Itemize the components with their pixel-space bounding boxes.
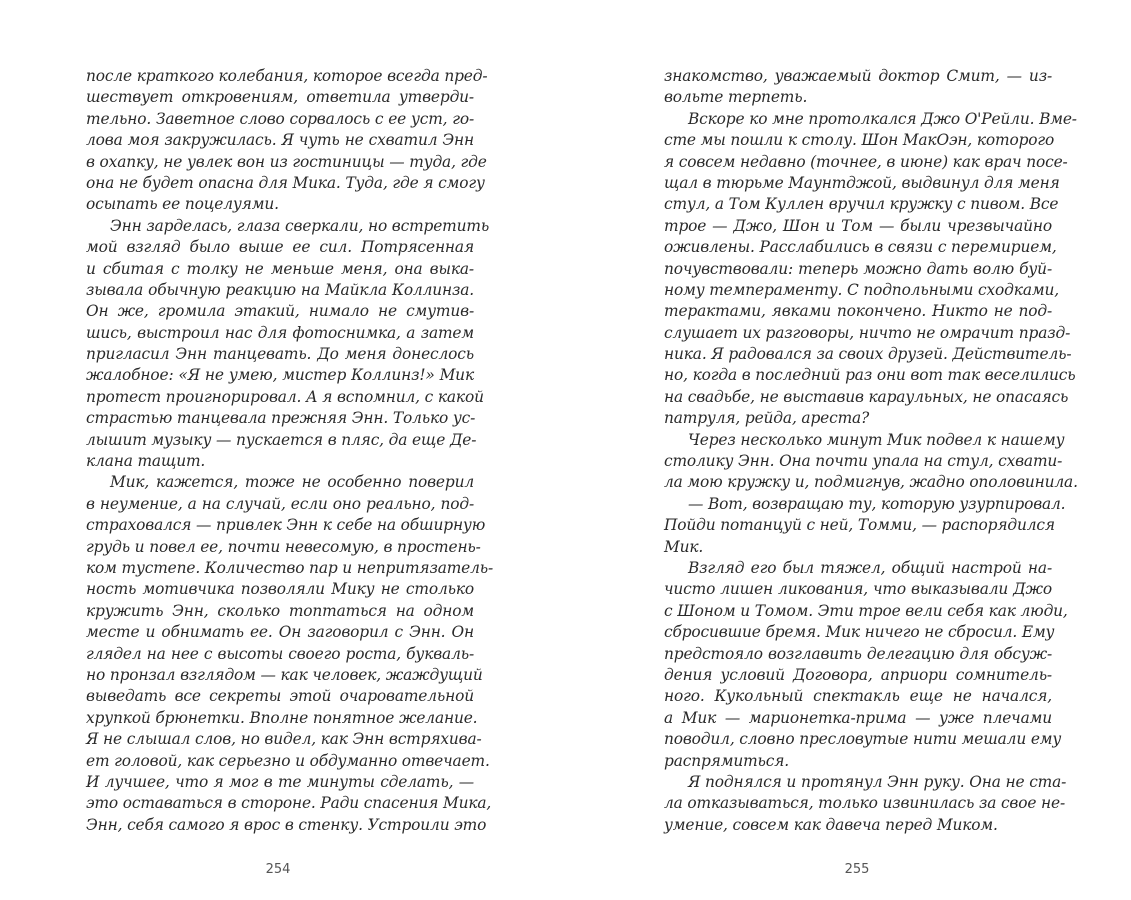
text-line: ла мою кружку и, подмигнув, жадно ополовинила.: [664, 473, 1078, 492]
text-line: Вскоре ко мне протолкался Джо О'Рейли. Вме-: [688, 109, 1077, 128]
text-line: — Вот, возвращаю ту, которую узурпировал.: [688, 494, 1066, 513]
text-line: тельно. Заветное слово сорвалось с ее уст, го-: [86, 109, 474, 128]
text-line: кружить Энн, сколько топтаться на одном: [86, 601, 474, 620]
text-line: почувствовали: теперь можно дать волю буй-: [664, 259, 1052, 278]
text-line: Он же, громила этакий, нимало не смутив-: [86, 302, 474, 321]
text-line: клана тащит.: [86, 452, 206, 471]
text-line: зывала обычную реакцию на Майкла Коллинза.: [86, 280, 474, 299]
text-line: шествует откровениям, ответила утверди-: [86, 88, 474, 107]
text-line: ного. Кукольный спектакль еще не начался,: [664, 687, 1052, 706]
text-line: лова моя закружилась. Я чуть не схватил Энн: [86, 131, 474, 150]
text-line: Я не слышал слов, но видел, как Энн встряхива-: [86, 730, 482, 749]
text-line: протест проигнорировал. А я вспомнил, с какой: [86, 387, 484, 406]
text-line: дения условий Договора, априори сомнитель-: [664, 665, 1052, 684]
text-line: столику Энн. Она почти упала на стул, схвати-: [664, 452, 1063, 471]
text-line: ла отказываться, только извинилась за свое не-: [664, 794, 1066, 813]
text-line: хрупкой брюнетки. Вполне понятное желание.: [86, 708, 478, 727]
text-line: осыпать ее поцелуями.: [86, 195, 279, 214]
text-line: выведать все секреты этой очаровательной: [86, 687, 474, 706]
text-line: в охапку, не увлек вон из гостиницы — туда, где: [86, 152, 487, 171]
text-line: глядел на нее с высоты своего роста, букваль-: [86, 644, 474, 663]
text-line: терактами, явками покончено. Никто не под-: [664, 302, 1052, 321]
text-line: это оставаться в стороне. Ради спасения Мика,: [86, 794, 492, 813]
text-line: и сбитая с толку не меньше меня, она выка-: [86, 259, 474, 278]
left-page-number: 254: [265, 862, 291, 877]
text-line: страховался — привлек Энн к себе на обширную: [86, 516, 486, 535]
text-line: щал в тюрьме Маунтджой, выдвинул для меня: [664, 173, 1060, 192]
text-line: поводил, словно пресловутые нити мешали ему: [664, 730, 1062, 749]
text-line: я совсем недавно (точнее, в июне) как врач посе-: [664, 152, 1068, 171]
text-line: чисто лишен ликования, что выказывали Джо: [664, 580, 1052, 599]
text-line: лышит музыку — пускается в пляс, да еще Де-: [86, 430, 477, 449]
text-line: предстояло возглавить делегацию для обсуж-: [664, 644, 1052, 663]
text-line: жалобное: «Я не умею, мистер Коллинз!» Мик: [86, 366, 474, 385]
text-line: Мик.: [664, 537, 704, 556]
text-line: оживлены. Расслабились в связи с перемирием,: [664, 238, 1057, 257]
text-line: сбросившие бремя. Мик ничего не сбросил. Ему: [664, 623, 1055, 642]
text-line: ника. Я радовался за своих друзей. Действитель-: [664, 345, 1072, 364]
text-line: стул, а Том Куллен вручил кружку с пивом. Все: [664, 195, 1059, 214]
text-line: пригласил Энн танцевать. До меня донеслось: [86, 345, 474, 364]
text-line: в неумение, а на случай, если оно реально, под-: [86, 494, 474, 513]
text-line: но, когда в последний раз они вот так веселились: [664, 366, 1076, 385]
text-line: но пронзал взглядом — как человек, жаждущий: [86, 665, 483, 684]
text-line: страстью танцевала прежняя Энн. Только ус-: [86, 409, 476, 428]
text-line: Энн зарделась, глаза сверкали, но встретить: [110, 216, 490, 235]
text-line: ному темпераменту. С подпольными сходками,: [664, 280, 1059, 299]
text-line: распрямиться.: [664, 751, 790, 770]
left-page: [86, 66, 494, 836]
text-line: Через несколько минут Мик подвел к нашему: [688, 430, 1065, 449]
text-line: знакомство, уважаемый доктор Смит, — из-: [664, 67, 1052, 85]
text-line: Взгляд его был тяжел, общий настрой на-: [688, 558, 1052, 577]
text-line: с Шоном и Томом. Эти трое вели себя как люди,: [664, 601, 1068, 620]
left-page-text: [86, 66, 494, 836]
text-line: Мик, кажется, тоже не особенно поверил: [110, 473, 474, 492]
right-page-text: [664, 66, 1078, 836]
text-line: ет головой, как серьезно и обдуманно отвечает.: [86, 751, 490, 770]
text-line: ность мотивчика позволяли Мику не столько: [86, 580, 474, 599]
text-line: после краткого колебания, которое всегда пред-: [86, 67, 488, 85]
text-line: И лучшее, что я мог в те минуты сделать, —: [86, 772, 474, 791]
text-line: а Мик — марионетка-прима — уже плечами: [664, 708, 1052, 727]
text-line: Я поднялся и протянул Энн руку. Она не ста-: [688, 772, 1067, 791]
text-line: слушает их разговоры, ничто не омрачит празд-: [664, 323, 1071, 342]
text-line: патруля, рейда, ареста?: [664, 409, 870, 428]
text-line: ком тустепе. Количество пар и непритязатель-: [86, 558, 494, 577]
text-line: трое — Джо, Шон и Том — были чрезвычайно: [664, 216, 1052, 235]
text-line: месте и обнимать ее. Он заговорил с Энн. Он: [86, 623, 474, 642]
right-page-number: 255: [844, 862, 870, 877]
right-page: [664, 66, 1078, 836]
text-line: на свадьбе, не выставив караульных, не опасаясь: [664, 387, 1069, 406]
text-line: она не будет опасна для Мика. Туда, где я смогу: [86, 173, 485, 192]
text-line: грудь и повел ее, почти невесомую, в простень-: [86, 537, 481, 556]
text-line: сте мы пошли к столу. Шон МакОэн, которого: [664, 131, 1055, 150]
text-line: шись, выстроил нас для фотоснимка, а затем: [86, 323, 474, 342]
text-line: мой взгляд было выше ее сил. Потрясенная: [86, 238, 474, 257]
text-line: Энн, себя самого я врос в стенку. Устроили это: [86, 815, 487, 834]
text-line: Пойди потанцуй с ней, Томми, — распорядился: [664, 516, 1055, 535]
text-line: умение, совсем как давеча перед Миком.: [664, 815, 998, 834]
text-line: вольте терпеть.: [664, 88, 808, 107]
